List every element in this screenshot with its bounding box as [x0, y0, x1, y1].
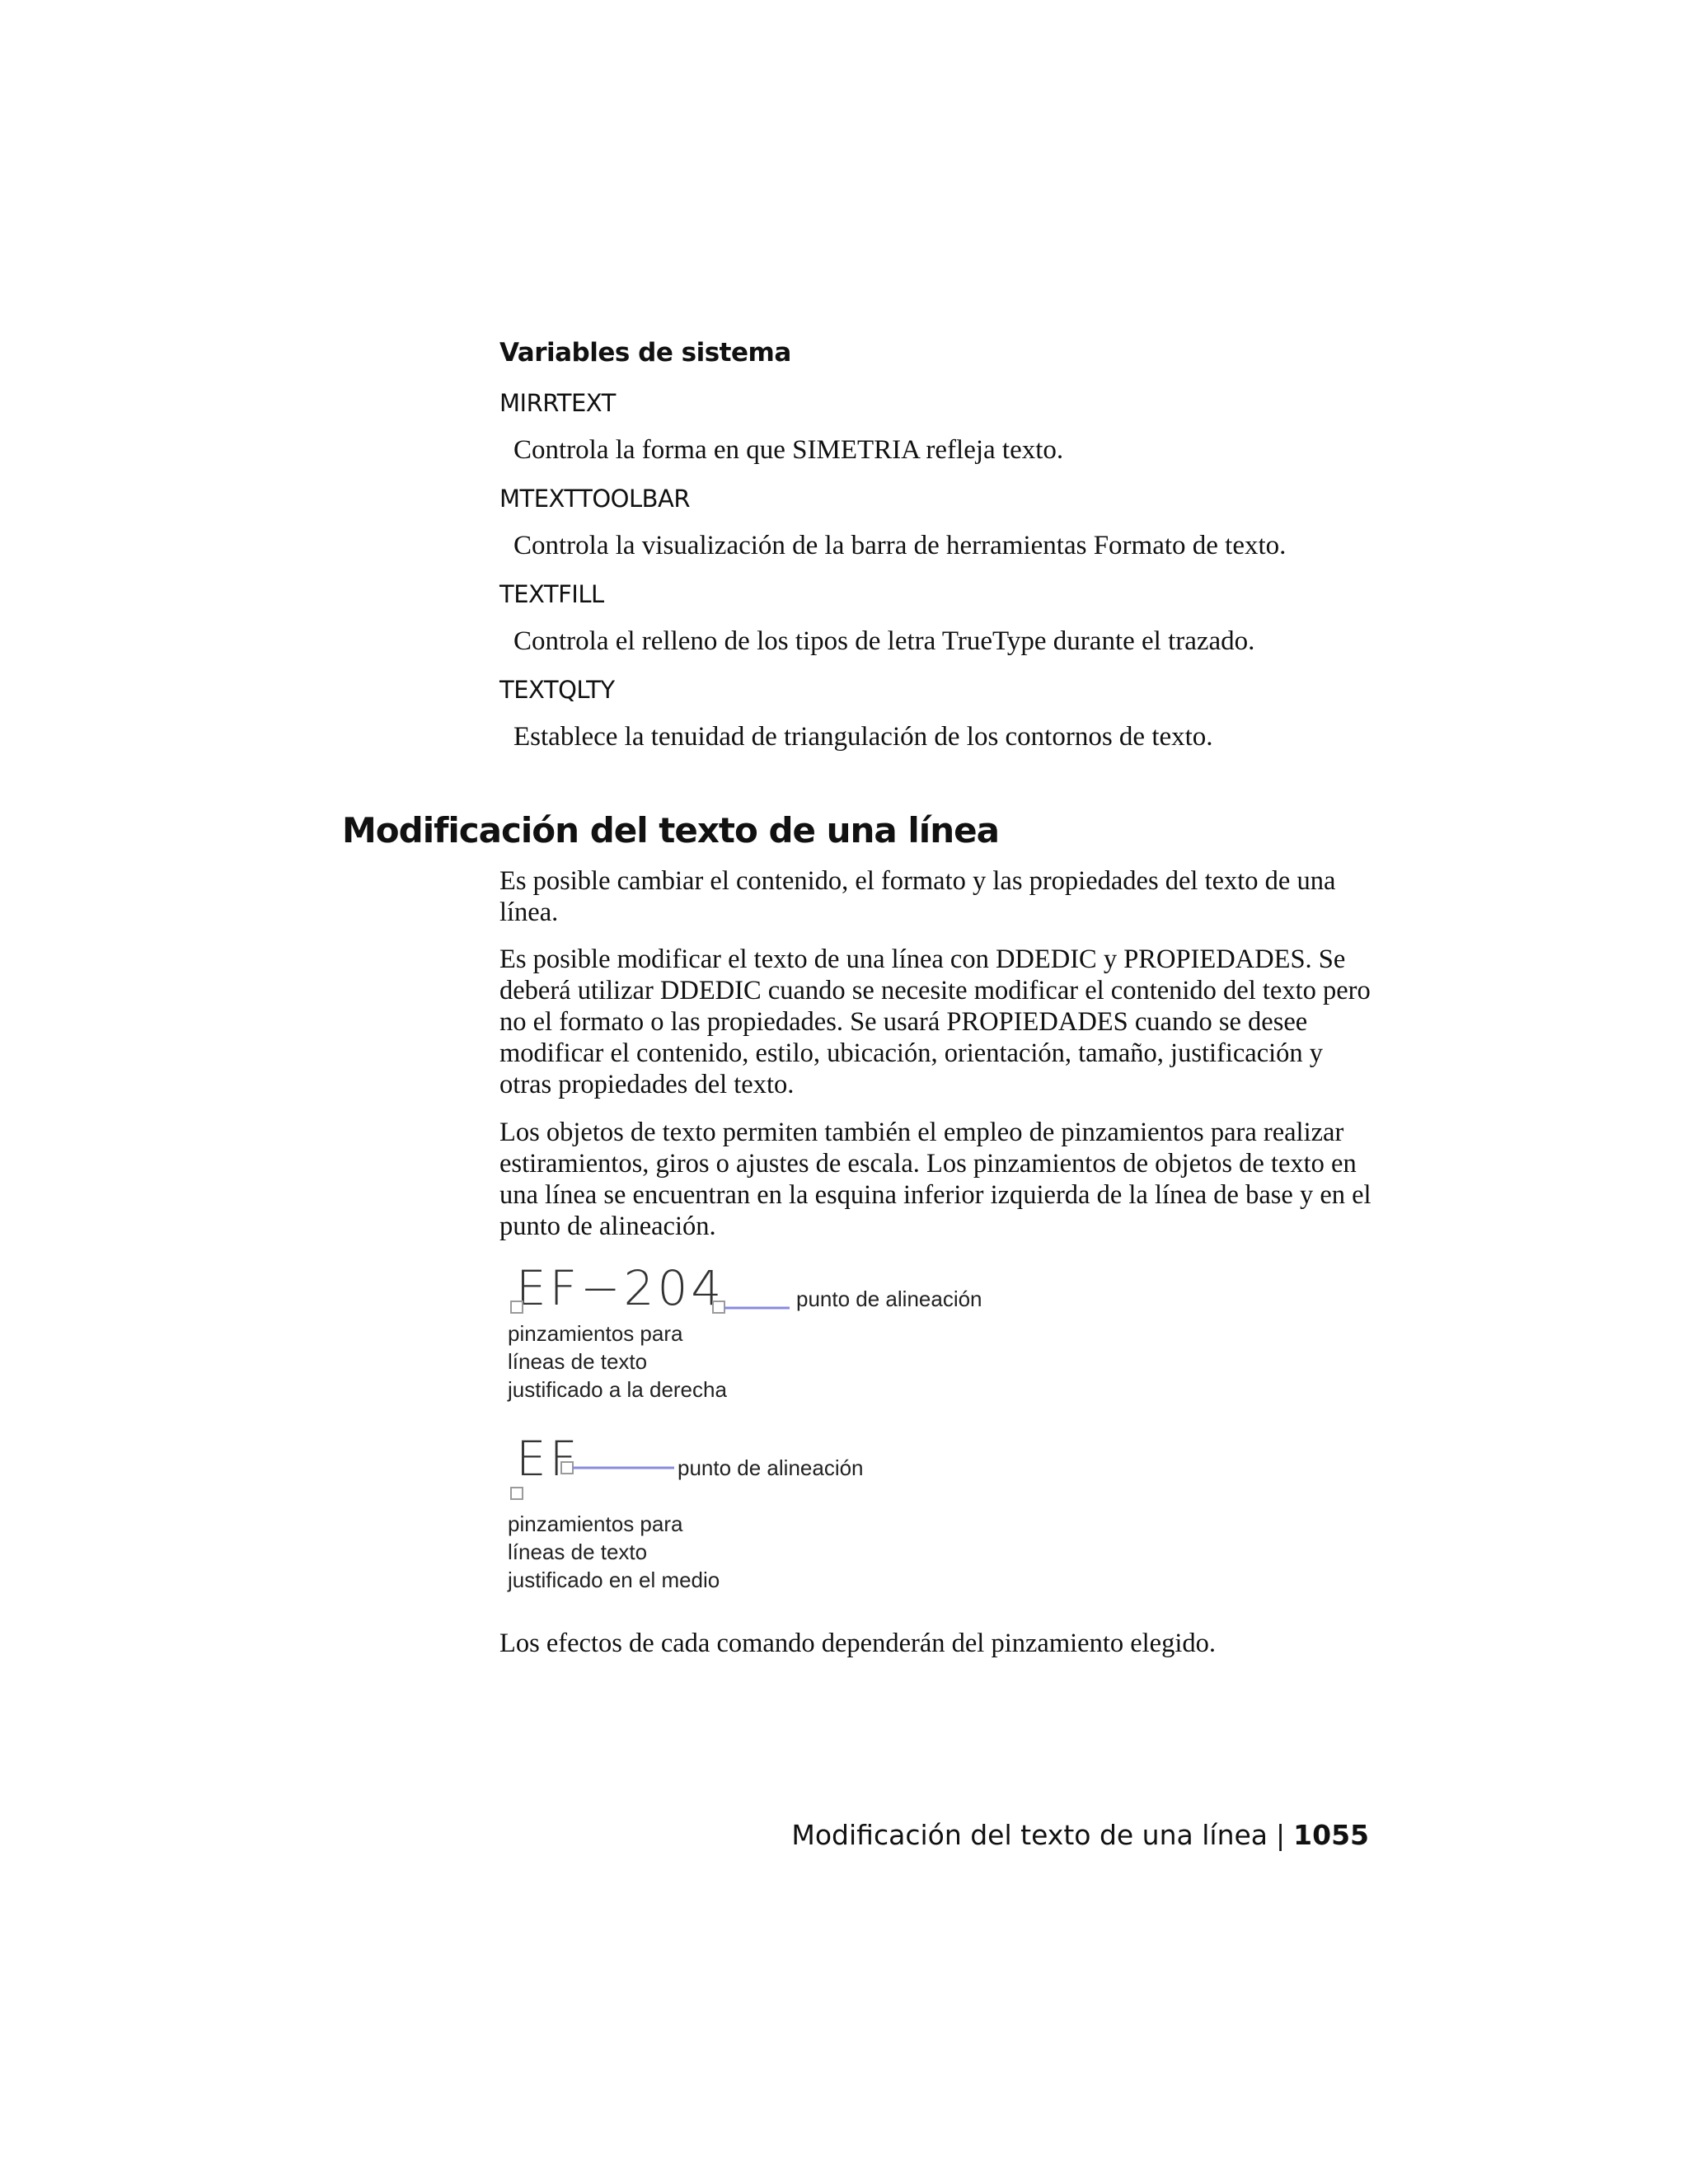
variable-description-textfill: Controla el relleno de los tipos de letra TrueType durante el trazado. — [513, 626, 1255, 656]
variable-description-textqlty: Establece la tenuidad de triangulación de los contornos de texto. — [513, 722, 1213, 752]
grip-box-icon — [561, 1462, 573, 1474]
page-number: 1055 — [1293, 1819, 1369, 1851]
figure-sample-text: EF — [516, 1431, 581, 1487]
system-variables-heading: Variables de sistema — [499, 338, 791, 368]
variable-description-mirrtext: Controla la forma en que SIMETRIA refleja texto. — [513, 435, 1064, 465]
variable-name-mirrtext: MIRRTEXT — [499, 389, 616, 417]
figure-caption: pinzamientos para líneas de texto justificado a la derecha — [508, 1321, 727, 1402]
grip-box-icon — [713, 1301, 724, 1313]
figure-caption: pinzamientos para líneas de texto justificado en el medio — [508, 1511, 720, 1592]
section-title: Modificación del texto de una línea — [342, 810, 999, 851]
footer-separator: | — [1276, 1819, 1286, 1851]
variable-name-mtexttoolbar: MTEXTTOOLBAR — [499, 485, 691, 513]
figure-middle-justified-grips — [499, 1431, 1027, 1599]
variable-description-mtexttoolbar: Controla la visualización de la barra de herramientas Formato de texto. — [513, 531, 1287, 560]
section-paragraph-3: Los objetos de texto permiten también el empleo de pinzamientos para realizar estiramientos, giros o ajustes de escala. Los pinzamientos de objetos de texto en una línea se encuentran en la esquina inferior izquierda de la línea de base y en el punto de alineación. — [499, 1118, 1372, 1241]
figure-right-justified-grips — [499, 1260, 1027, 1413]
section-paragraph-2: Es posible modificar el texto de una línea con DDEDIC y PROPIEDADES. Se deberá utilizar DDEDIC cuando se necesite modificar el contenido del texto pero no el formato o las propiedades. Se usará PROPIEDADES cuando se desee modificar el contenido, estilo, ubicación, orientación, tamaño, justificación y otras propiedades del texto. — [499, 944, 1371, 1099]
variable-name-textqlty: TEXTQLTY — [499, 676, 615, 704]
footer-title: Modificación del texto de una línea — [791, 1819, 1268, 1851]
section-paragraph-1: Es posible cambiar el contenido, el formato y las propiedades del texto de una línea. — [499, 866, 1336, 927]
figure-callout-label: punto de alineación — [796, 1286, 982, 1311]
page-footer — [791, 1819, 1369, 1851]
grip-box-icon — [511, 1301, 523, 1313]
figure-callout-label: punto de alineación — [678, 1455, 864, 1480]
variable-name-textfill: TEXTFILL — [499, 580, 604, 608]
grip-box-icon — [511, 1488, 523, 1499]
section-closing-paragraph: Los efectos de cada comando dependerán del pinzamiento elegido. — [499, 1629, 1217, 1658]
figure-sample-text: EF−204 — [516, 1260, 725, 1316]
